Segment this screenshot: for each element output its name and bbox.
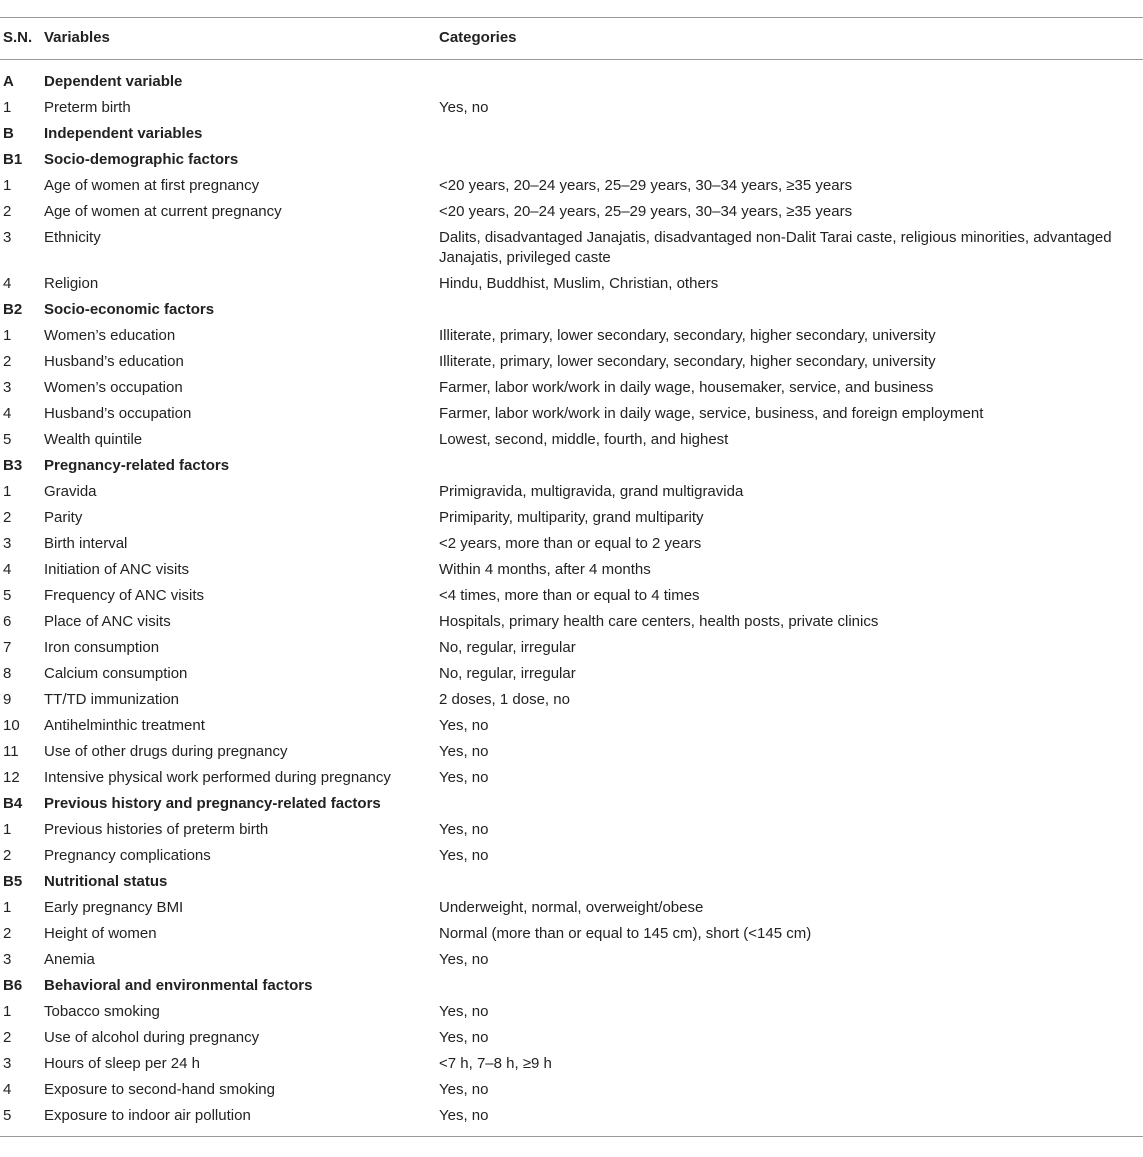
- table-row: [0, 95, 1143, 121]
- variable-cell: Anemia: [44, 951, 95, 968]
- categories-cell: Yes, no: [439, 1107, 489, 1124]
- sn-cell: 5: [3, 1107, 12, 1124]
- sn-cell: 4: [3, 405, 12, 422]
- variable-cell: Pregnancy complications: [44, 847, 211, 864]
- table-row: [0, 173, 1143, 199]
- categories-cell: Normal (more than or equal to 145 cm), short (<145 cm): [439, 925, 812, 942]
- categories-cell: Yes, no: [439, 99, 489, 116]
- categories-cell: Primigravida, multigravida, grand multigravida: [439, 483, 744, 500]
- sn-cell: 3: [3, 229, 12, 246]
- sn-cell: 4: [3, 275, 12, 292]
- sn-cell: 5: [3, 431, 12, 448]
- table-section-row: [0, 121, 1143, 147]
- sn-cell: 5: [3, 587, 12, 604]
- table-row: [0, 427, 1143, 453]
- sn-cell: B1: [3, 151, 23, 168]
- categories-cell: <4 times, more than or equal to 4 times: [439, 587, 700, 604]
- table-section-row: [0, 60, 1143, 95]
- table-row: [0, 401, 1143, 427]
- sn-cell: B2: [3, 301, 23, 318]
- categories-cell: Yes, no: [439, 1003, 489, 1020]
- sn-cell: 6: [3, 613, 12, 630]
- variable-cell: Behavioral and environmental factors: [44, 977, 313, 994]
- categories-cell: [439, 973, 1143, 999]
- categories-cell: No, regular, irregular: [439, 665, 576, 682]
- sn-cell: 2: [3, 203, 12, 220]
- variable-cell: Age of women at first pregnancy: [44, 177, 260, 194]
- sn-cell: 2: [3, 1029, 12, 1046]
- header-categories: Categories: [439, 29, 517, 46]
- variable-cell: Calcium consumption: [44, 665, 188, 682]
- variable-cell: Frequency of ANC visits: [44, 587, 205, 604]
- table-section-row: [0, 297, 1143, 323]
- table-body: [0, 60, 1143, 1136]
- sn-cell: 12: [3, 769, 20, 786]
- variable-cell: Birth interval: [44, 535, 128, 552]
- categories-cell: [439, 121, 1143, 147]
- variable-cell: Nutritional status: [44, 873, 168, 890]
- sn-cell: B5: [3, 873, 23, 890]
- variable-cell: TT/TD immunization: [44, 691, 180, 708]
- table-row: [0, 1103, 1143, 1136]
- sn-cell: 1: [3, 821, 12, 838]
- variable-cell: Use of alcohol during pregnancy: [44, 1029, 260, 1046]
- variable-cell: Socio-economic factors: [44, 301, 215, 318]
- categories-cell: Hospitals, primary health care centers, health posts, private clinics: [439, 613, 879, 630]
- categories-cell: Yes, no: [439, 951, 489, 968]
- categories-cell: [439, 869, 1143, 895]
- table-row: [0, 531, 1143, 557]
- categories-cell: Dalits, disadvantaged Janajatis, disadvantaged non-Dalit Tarai caste, religious minorities, advantaged Janajatis, privileged caste: [439, 229, 1112, 266]
- categories-cell: Yes, no: [439, 743, 489, 760]
- categories-cell: Yes, no: [439, 717, 489, 734]
- sn-cell: B: [3, 125, 14, 142]
- table-row: [0, 921, 1143, 947]
- table-row: [0, 323, 1143, 349]
- sn-cell: 11: [3, 743, 19, 760]
- variable-cell: Preterm birth: [44, 99, 131, 116]
- sn-cell: B4: [3, 795, 23, 812]
- categories-cell: <7 h, 7–8 h, ≥9 h: [439, 1055, 552, 1072]
- categories-cell: Within 4 months, after 4 months: [439, 561, 651, 578]
- categories-cell: Lowest, second, middle, fourth, and highest: [439, 431, 729, 448]
- sn-cell: 7: [3, 639, 12, 656]
- variable-cell: Place of ANC visits: [44, 613, 171, 630]
- sn-cell: 2: [3, 847, 12, 864]
- variable-cell: Religion: [44, 275, 99, 292]
- categories-cell: [439, 453, 1143, 479]
- variable-cell: Exposure to second-hand smoking: [44, 1081, 275, 1098]
- table-row: [0, 557, 1143, 583]
- variable-cell: Women’s education: [44, 327, 176, 344]
- sn-cell: 3: [3, 951, 12, 968]
- variable-cell: Wealth quintile: [44, 431, 143, 448]
- variable-cell: Age of women at current pregnancy: [44, 203, 282, 220]
- table-row: [0, 505, 1143, 531]
- header-sn: S.N.: [3, 29, 33, 46]
- categories-cell: [439, 297, 1143, 323]
- categories-cell: Farmer, labor work/work in daily wage, housemaker, service, and business: [439, 379, 934, 396]
- categories-cell: Underweight, normal, overweight/obese: [439, 899, 704, 916]
- table-row: [0, 1051, 1143, 1077]
- header-variables: Variables: [44, 29, 110, 46]
- variable-cell: Early pregnancy BMI: [44, 899, 184, 916]
- table-row: [0, 225, 1143, 271]
- sn-cell: 1: [3, 1003, 12, 1020]
- categories-cell: 2 doses, 1 dose, no: [439, 691, 570, 708]
- sn-cell: 1: [3, 899, 12, 916]
- table-row: [0, 739, 1143, 765]
- sn-cell: A: [3, 73, 14, 90]
- sn-cell: 4: [3, 561, 12, 578]
- sn-cell: 2: [3, 925, 12, 942]
- sn-cell: B6: [3, 977, 23, 994]
- sn-cell: 3: [3, 379, 12, 396]
- categories-cell: [439, 791, 1143, 817]
- table-row: [0, 999, 1143, 1025]
- variables-table-body: [0, 60, 1143, 1136]
- sn-cell: 3: [3, 535, 12, 552]
- sn-cell: 2: [3, 509, 12, 526]
- categories-cell: Yes, no: [439, 769, 489, 786]
- header-row: [0, 18, 1143, 59]
- categories-cell: No, regular, irregular: [439, 639, 576, 656]
- table-row: [0, 713, 1143, 739]
- sn-cell: 4: [3, 1081, 12, 1098]
- variable-cell: Socio-demographic factors: [44, 151, 239, 168]
- table-section-row: [0, 869, 1143, 895]
- categories-cell: <20 years, 20–24 years, 25–29 years, 30–34 years, ≥35 years: [439, 177, 853, 194]
- table-section-row: [0, 453, 1143, 479]
- sn-cell: 9: [3, 691, 12, 708]
- sn-cell: B3: [3, 457, 23, 474]
- categories-cell: Primiparity, multiparity, grand multiparity: [439, 509, 704, 526]
- table-row: [0, 817, 1143, 843]
- table-row: [0, 583, 1143, 609]
- variable-cell: Iron consumption: [44, 639, 160, 656]
- table-row: [0, 349, 1143, 375]
- variable-cell: Husband’s occupation: [44, 405, 192, 422]
- variable-cell: Previous history and pregnancy-related factors: [44, 795, 381, 812]
- categories-cell: [439, 147, 1143, 173]
- variable-cell: Tobacco smoking: [44, 1003, 160, 1020]
- table-row: [0, 765, 1143, 791]
- sn-cell: 8: [3, 665, 12, 682]
- categories-cell: Yes, no: [439, 1081, 489, 1098]
- table-row: [0, 947, 1143, 973]
- categories-cell: Yes, no: [439, 847, 489, 864]
- variable-cell: Independent variables: [44, 125, 203, 142]
- categories-cell: <2 years, more than or equal to 2 years: [439, 535, 702, 552]
- variable-cell: Antihelminthic treatment: [44, 717, 205, 734]
- variable-cell: Intensive physical work performed during pregnancy: [44, 769, 391, 786]
- table-row: [0, 1025, 1143, 1051]
- categories-cell: Illiterate, primary, lower secondary, secondary, higher secondary, university: [439, 353, 936, 370]
- table-row: [0, 609, 1143, 635]
- sn-cell: 2: [3, 353, 12, 370]
- variables-table-container: [0, 17, 1143, 1137]
- sn-cell: 1: [3, 177, 12, 194]
- variable-cell: Exposure to indoor air pollution: [44, 1107, 251, 1124]
- categories-cell: Hindu, Buddhist, Muslim, Christian, others: [439, 275, 719, 292]
- table-bottom-rule: [0, 1136, 1143, 1137]
- table-row: [0, 661, 1143, 687]
- categories-cell: Farmer, labor work/work in daily wage, service, business, and foreign employment: [439, 405, 984, 422]
- table-row: [0, 271, 1143, 297]
- categories-cell: Yes, no: [439, 1029, 489, 1046]
- variable-cell: Height of women: [44, 925, 157, 942]
- variable-cell: Husband’s education: [44, 353, 184, 370]
- variables-table: [0, 18, 1143, 59]
- table-section-row: [0, 791, 1143, 817]
- table-section-row: [0, 973, 1143, 999]
- table-row: [0, 895, 1143, 921]
- variable-cell: Women’s occupation: [44, 379, 183, 396]
- variable-cell: Hours of sleep per 24 h: [44, 1055, 200, 1072]
- table-row: [0, 687, 1143, 713]
- variable-cell: Pregnancy-related factors: [44, 457, 230, 474]
- table-row: [0, 635, 1143, 661]
- variable-cell: Parity: [44, 509, 83, 526]
- variable-cell: Dependent variable: [44, 73, 183, 90]
- table-row: [0, 199, 1143, 225]
- categories-cell: [439, 60, 1143, 95]
- sn-cell: 3: [3, 1055, 12, 1072]
- categories-cell: <20 years, 20–24 years, 25–29 years, 30–34 years, ≥35 years: [439, 203, 853, 220]
- sn-cell: 1: [3, 99, 12, 116]
- sn-cell: 1: [3, 327, 12, 344]
- table-row: [0, 843, 1143, 869]
- table-row: [0, 375, 1143, 401]
- variable-cell: Use of other drugs during pregnancy: [44, 743, 288, 760]
- variable-cell: Ethnicity: [44, 229, 101, 246]
- categories-cell: Illiterate, primary, lower secondary, secondary, higher secondary, university: [439, 327, 936, 344]
- sn-cell: 10: [3, 717, 20, 734]
- variable-cell: Initiation of ANC visits: [44, 561, 190, 578]
- variable-cell: Previous histories of preterm birth: [44, 821, 269, 838]
- categories-cell: Yes, no: [439, 821, 489, 838]
- table-row: [0, 479, 1143, 505]
- table-header: [0, 18, 1143, 59]
- table-section-row: [0, 147, 1143, 173]
- variable-cell: Gravida: [44, 483, 97, 500]
- table-row: [0, 1077, 1143, 1103]
- sn-cell: 1: [3, 483, 12, 500]
